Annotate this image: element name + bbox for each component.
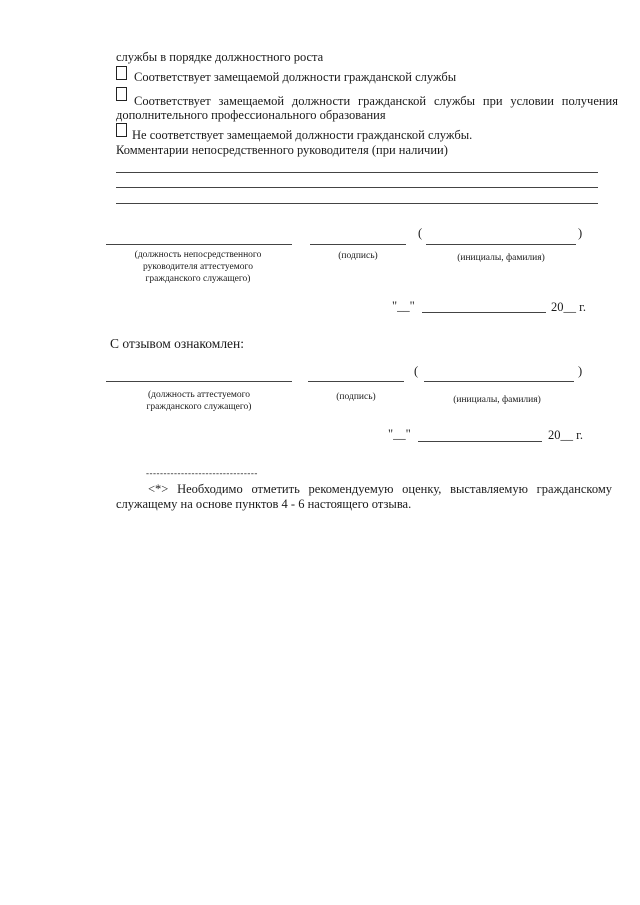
acknowledged-label: С отзывом ознакомлен: bbox=[110, 336, 245, 351]
intro-line: службы в порядке должностного роста bbox=[116, 50, 324, 64]
supervisor-signature-caption: (подпись) bbox=[338, 251, 378, 261]
employee-name-paren-close: ) bbox=[578, 364, 583, 378]
employee-position-line[interactable] bbox=[106, 381, 292, 382]
employee-name-paren-open: ( bbox=[414, 364, 419, 378]
employee-signature-line[interactable] bbox=[308, 381, 404, 382]
option-1-checkbox[interactable] bbox=[116, 66, 127, 80]
footnote-line-1: <*> Необходимо отметить рекомендуемую оценку, выставляемую гражданскому bbox=[148, 482, 612, 496]
employee-name-line[interactable] bbox=[424, 381, 574, 382]
option-3-checkbox[interactable] bbox=[116, 123, 127, 137]
date-1-year: 20__ г. bbox=[551, 300, 586, 314]
date-2-month-line[interactable] bbox=[418, 441, 542, 442]
employee-signature-caption: (подпись) bbox=[336, 392, 376, 402]
comments-line-2[interactable] bbox=[116, 187, 598, 188]
comments-label: Комментарии непосредственного руководителя (при наличии) bbox=[116, 143, 448, 157]
date-2-quote: "__" bbox=[388, 427, 411, 441]
footnote-line-2: служащему на основе пунктов 4 - 6 настоящего отзыва. bbox=[116, 497, 412, 511]
comments-line-1[interactable] bbox=[116, 172, 598, 173]
supervisor-name-caption: (инициалы, фамилия) bbox=[457, 253, 545, 263]
date-1-quote: "__" bbox=[392, 299, 415, 313]
date-2-year: 20__ г. bbox=[548, 428, 583, 442]
option-1-label: Соответствует замещаемой должности гражданской службы bbox=[134, 70, 457, 84]
supervisor-signature-line[interactable] bbox=[310, 244, 406, 245]
date-1-month-line[interactable] bbox=[422, 312, 546, 313]
option-2-checkbox[interactable] bbox=[116, 87, 127, 101]
option-2-label: Соответствует замещаемой должности гражданской службы при условии получения bbox=[134, 94, 618, 108]
footnote-separator: -------------------------------- bbox=[146, 468, 258, 478]
option-2-continuation: дополнительного профессионального образования bbox=[116, 108, 386, 122]
supervisor-position-caption: (должность непосредственного руководителя аттестуемого гражданского служащего) bbox=[134, 250, 262, 284]
employee-position-caption: (должность аттестуемого гражданского служащего) bbox=[146, 390, 252, 412]
supervisor-name-line[interactable] bbox=[426, 244, 576, 245]
supervisor-name-paren-close: ) bbox=[578, 226, 583, 240]
supervisor-position-line[interactable] bbox=[106, 244, 292, 245]
option-3-label: Не соответствует замещаемой должности гражданской службы. bbox=[132, 128, 473, 142]
supervisor-name-paren-open: ( bbox=[418, 226, 423, 240]
comments-line-3[interactable] bbox=[116, 203, 598, 204]
employee-name-caption: (инициалы, фамилия) bbox=[453, 395, 541, 405]
